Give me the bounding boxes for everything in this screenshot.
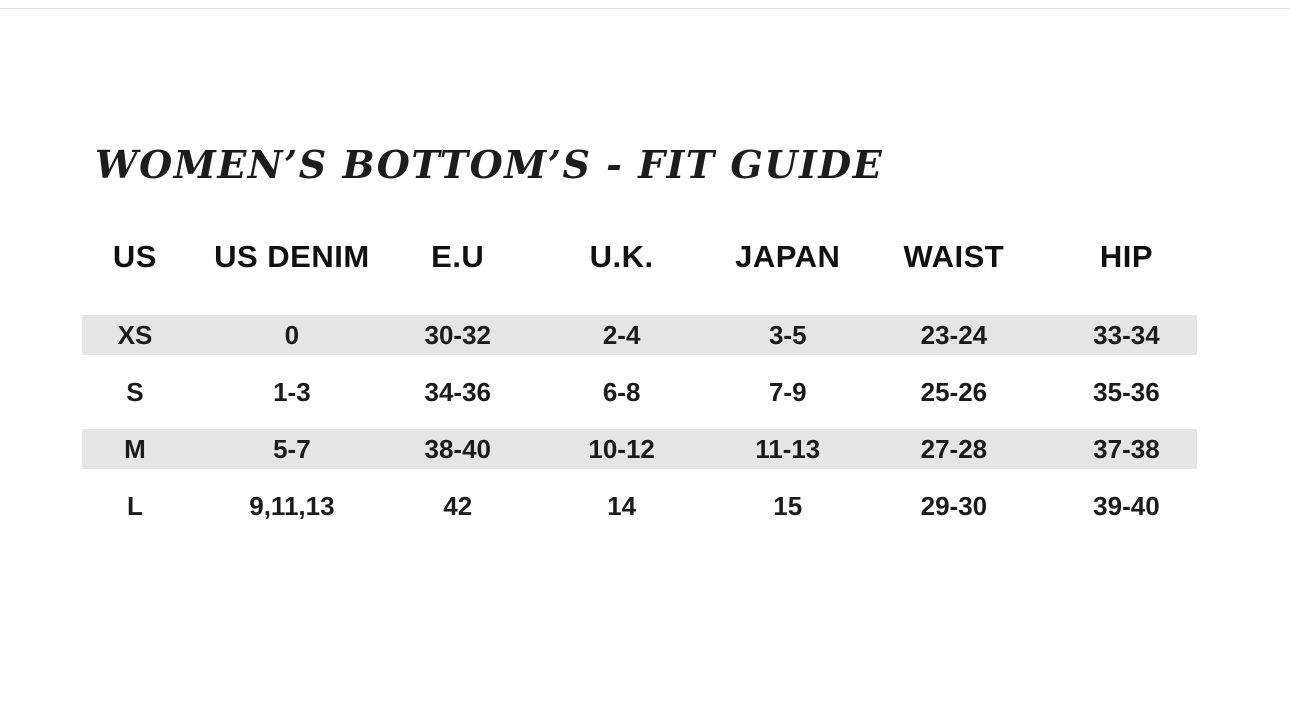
table-row-m — [82, 429, 1197, 469]
table-cell-hip: 37-38 — [1093, 433, 1160, 464]
column-header-us-denim: US DENIM — [214, 239, 370, 274]
table-cell-waist: 27-28 — [920, 433, 988, 464]
table-cell-japan: 11-13 — [755, 433, 821, 464]
table-cell-eu: 34-36 — [424, 376, 491, 407]
table-cell-japan: 7-9 — [768, 376, 807, 407]
table-header-row — [82, 237, 1197, 277]
table-cell-japan: 3-5 — [768, 319, 807, 350]
table-row-s — [82, 372, 1197, 412]
table-cell-uk: 10-12 — [588, 433, 655, 464]
table-row-xs — [82, 315, 1197, 355]
table-cell-size: M — [124, 433, 146, 464]
column-header-eu: E.U — [431, 239, 485, 274]
table-cell-waist: 23-24 — [920, 319, 988, 350]
table-cell-hip: 33-34 — [1093, 319, 1160, 350]
table-cell-size: L — [127, 490, 143, 521]
column-header-us: US — [112, 239, 157, 274]
column-header-hip: HIP — [1099, 239, 1153, 274]
table-row-l — [82, 486, 1197, 526]
table-cell-size: XS — [117, 319, 153, 350]
size-chart-table — [82, 237, 1197, 526]
table-cell-uk: 14 — [607, 490, 637, 521]
column-header-japan: JAPAN — [735, 239, 841, 274]
table-cell-japan: 15 — [773, 490, 803, 521]
table-cell-denim: 9,11,13 — [249, 490, 335, 521]
photo-edge-line — [0, 8, 1290, 9]
page-title: WOMEN’S BOTTOM’S - FIT GUIDE — [95, 142, 884, 187]
table-cell-eu: 30-32 — [424, 319, 491, 350]
table-cell-denim: 0 — [284, 319, 300, 350]
table-cell-size: S — [126, 376, 144, 407]
table-cell-hip: 39-40 — [1093, 490, 1160, 521]
table-cell-denim: 5-7 — [273, 433, 311, 464]
table-cell-eu: 38-40 — [424, 433, 491, 464]
table-cell-hip: 35-36 — [1093, 376, 1160, 407]
table-cell-uk: 2-4 — [602, 319, 641, 350]
table-cell-waist: 29-30 — [920, 490, 988, 521]
table-cell-denim: 1-3 — [273, 376, 311, 407]
column-header-uk: U.K. — [589, 239, 654, 274]
table-cell-uk: 6-8 — [602, 376, 641, 407]
table-cell-eu: 42 — [443, 490, 473, 521]
column-header-waist: WAIST — [903, 239, 1005, 274]
table-cell-waist: 25-26 — [920, 376, 988, 407]
